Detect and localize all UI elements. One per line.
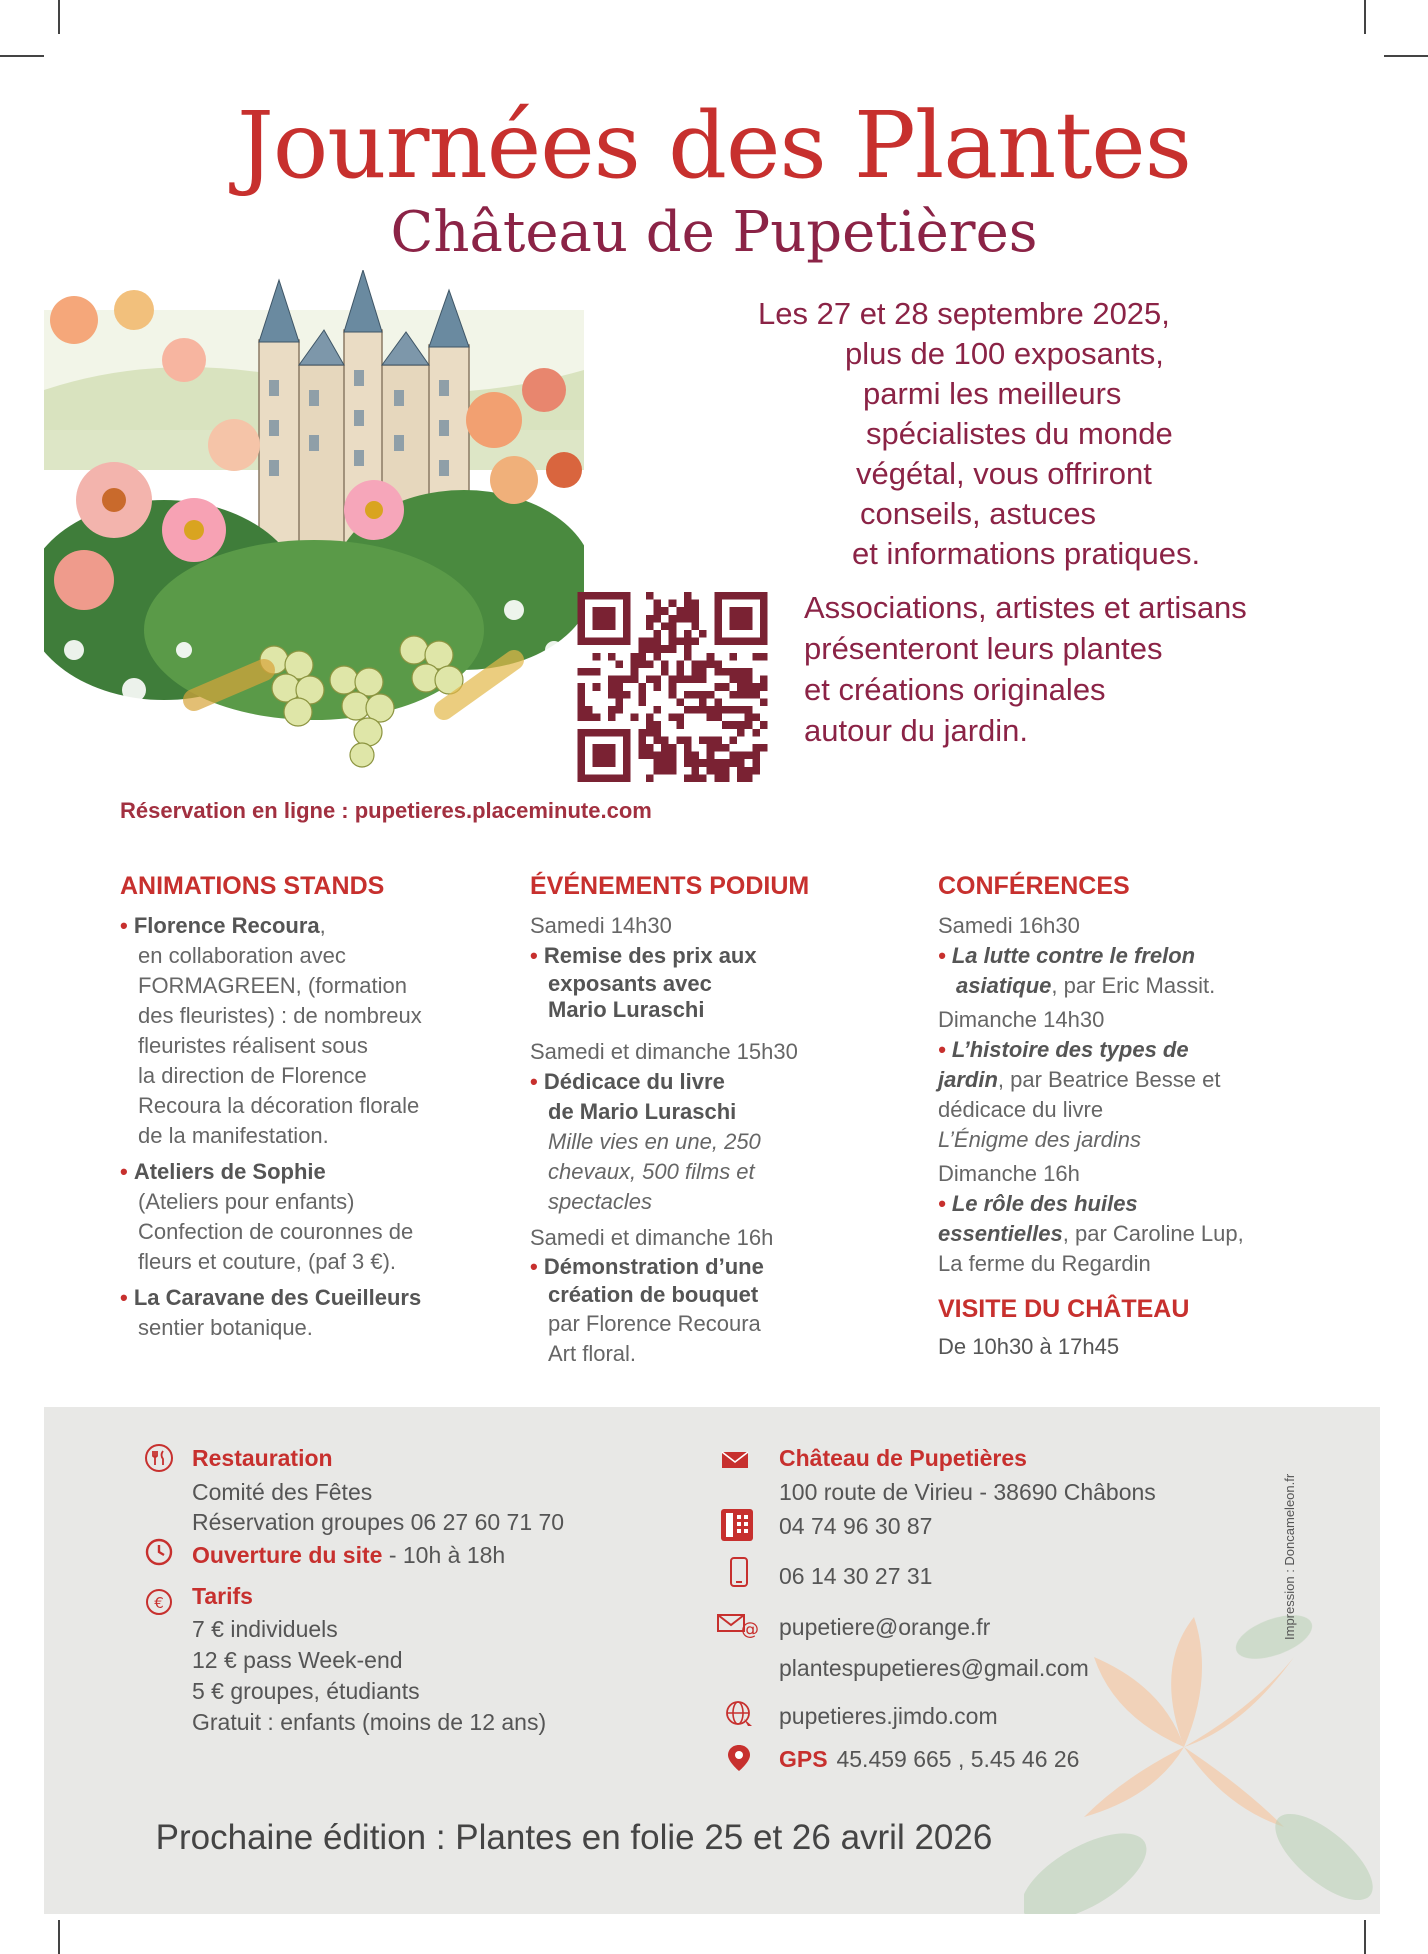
restauration-text: Comité des Fêtes — [192, 1479, 373, 1505]
animations-heading: ANIMATIONS STANDS — [120, 872, 385, 900]
event-time: Samedi 14h30 — [530, 913, 672, 938]
clock-icon — [144, 1537, 174, 1567]
event-title: création de bouquet — [548, 1282, 759, 1307]
intro-line: parmi les meilleurs — [863, 376, 1122, 411]
associations-line: présenteront leurs plantes — [804, 631, 1163, 666]
phone-number[interactable]: 04 74 96 30 87 — [779, 1513, 933, 1539]
item-text: Recoura la décoration florale — [138, 1093, 420, 1118]
crop-mark — [1364, 0, 1366, 34]
item-text: fleurs et couture, (paf 3 €). — [138, 1249, 397, 1274]
svg-text:@: @ — [741, 1619, 759, 1639]
event-title: • Remise des prix aux — [530, 943, 757, 968]
gps-coordinates: GPS 45.459 665 , 5.45 46 26 — [779, 1746, 1080, 1772]
list-item: • Florence Recoura, — [120, 913, 326, 938]
item-text: en collaboration avec — [138, 943, 346, 968]
tarifs-label: Tarifs — [192, 1583, 253, 1609]
tarif-line: 12 € pass Week-end — [192, 1647, 403, 1673]
item-name: La Caravane des Cueilleurs — [133, 1285, 422, 1310]
opening-hours: Ouverture du site - 10h à 18h — [192, 1542, 506, 1568]
book-title: L’Énigme des jardins — [938, 1127, 1142, 1152]
event-title: Mario Luraschi — [548, 997, 705, 1022]
at-mail-icon — [716, 1609, 760, 1639]
mobile-number[interactable]: 06 14 30 27 31 — [779, 1563, 933, 1589]
next-edition: Prochaine édition : Plantes en folie 25 et 26 avril 2026 — [155, 1818, 993, 1857]
book-title: spectacles — [548, 1189, 652, 1214]
visit-hours: De 10h30 à 17h45 — [938, 1334, 1120, 1359]
conference-title: • L’histoire des types de — [938, 1037, 1189, 1062]
animations-column — [120, 872, 500, 1343]
address: 100 route de Virieu - 38690 Châbons — [779, 1479, 1156, 1505]
crop-mark — [1364, 1920, 1366, 1954]
tarif-line: 7 € individuels — [192, 1616, 338, 1642]
conferences-heading: CONFÉRENCES — [938, 872, 1130, 900]
item-name: Ateliers de Sophie — [133, 1159, 326, 1184]
conferences-column — [938, 872, 1338, 1362]
crop-mark — [58, 1920, 60, 1954]
item-text: la direction de Florence — [138, 1063, 367, 1088]
list-item: • Ateliers de Sophie — [120, 1159, 326, 1184]
item-text: Confection de couronnes de — [138, 1219, 414, 1244]
event-time: Samedi et dimanche 15h30 — [530, 1039, 798, 1064]
item-text: sentier botanique. — [138, 1315, 313, 1340]
restauration-label: Restauration — [192, 1445, 333, 1471]
book-title: Mille vies en une, 250 — [548, 1129, 761, 1154]
event-title: exposants avec — [548, 971, 712, 996]
item-text: FORMAGREEN, (formation — [138, 973, 407, 998]
conference-title: • La lutte contre le frelon — [938, 943, 1196, 968]
event-text: Art floral. — [548, 1341, 637, 1366]
envelope-icon — [720, 1445, 750, 1475]
item-text: de la manifestation. — [138, 1123, 329, 1148]
conference-text: La ferme du Regardin — [938, 1251, 1151, 1276]
page-subtitle: Château de Pupetières — [390, 200, 1038, 265]
item-name: Florence Recoura — [133, 913, 320, 938]
conference-title: • Le rôle des huiles — [938, 1191, 1138, 1216]
qr-code-icon[interactable] — [575, 592, 770, 782]
item-text: des fleuristes) : de nombreux — [138, 1003, 422, 1028]
crop-mark — [1384, 55, 1428, 57]
conference-time: Dimanche 14h30 — [938, 1007, 1105, 1032]
visit-heading: VISITE DU CHÂTEAU — [938, 1295, 1190, 1323]
item-text: fleuristes réalisent sous — [138, 1033, 368, 1058]
website-link[interactable]: pupetieres.jimdo.com — [779, 1703, 998, 1729]
podium-heading: ÉVÉNEMENTS PODIUM — [530, 872, 810, 900]
intro-line: Les 27 et 28 septembre 2025, — [758, 296, 1170, 331]
online-reservation-link[interactable]: Réservation en ligne : pupetieres.placeminute.com — [120, 798, 652, 823]
event-title: • Dédicace du livre — [530, 1069, 725, 1094]
crop-mark — [58, 0, 60, 34]
associations-line: Associations, artistes et artisans — [804, 590, 1247, 625]
tarif-line: 5 € groupes, étudiants — [192, 1678, 420, 1704]
intro-line: conseils, astuces — [860, 496, 1097, 531]
crop-mark — [0, 55, 44, 57]
list-item: • La Caravane des Cueilleurs — [120, 1285, 422, 1310]
email-link[interactable]: pupetiere@orange.fr — [779, 1614, 991, 1640]
event-text: par Florence Recoura — [548, 1311, 761, 1336]
book-title: chevaux, 500 films et — [548, 1159, 755, 1184]
euro-icon — [144, 1587, 174, 1617]
intro-line: et informations pratiques. — [852, 536, 1201, 571]
podium-column — [530, 872, 910, 1369]
chateau-flowers-illustration — [44, 270, 584, 770]
mobile-icon — [724, 1557, 754, 1587]
conference-text: dédicace du livre — [938, 1097, 1104, 1122]
event-time: Samedi et dimanche 16h — [530, 1225, 774, 1250]
conference-title: essentielles, par Caroline Lup, — [938, 1221, 1244, 1246]
globe-icon — [724, 1699, 754, 1729]
printer-credit: Impression : Doncameleon.fr — [1282, 1473, 1297, 1640]
chateau-label: Château de Pupetières — [779, 1445, 1027, 1471]
location-pin-icon — [724, 1743, 754, 1773]
email-link[interactable]: plantespupetieres@gmail.com — [779, 1655, 1089, 1681]
phone-icon — [720, 1507, 754, 1543]
intro-line: végétal, vous offriront — [856, 456, 1152, 491]
tarif-line: Gratuit : enfants (moins de 12 ans) — [192, 1709, 547, 1735]
associations-line: autour du jardin. — [804, 713, 1029, 748]
conference-title: jardin, par Beatrice Besse et — [938, 1067, 1221, 1092]
restauration-text: Réservation groupes 06 27 60 71 70 — [192, 1509, 565, 1535]
conference-title: asiatique, par Eric Massit. — [956, 973, 1216, 998]
event-title: de Mario Luraschi — [548, 1099, 737, 1124]
associations-line: et créations originales — [804, 672, 1106, 707]
svg-text:€: € — [154, 1594, 164, 1612]
fork-knife-icon — [144, 1443, 174, 1473]
intro-line: plus de 100 exposants, — [845, 336, 1164, 371]
page-title: Journées des Plantes — [237, 92, 1191, 199]
conference-time: Dimanche 16h — [938, 1161, 1080, 1186]
event-title: • Démonstration d’une — [530, 1254, 764, 1279]
intro-line: spécialistes du monde — [866, 416, 1173, 451]
conference-time: Samedi 16h30 — [938, 913, 1080, 938]
item-text: (Ateliers pour enfants) — [138, 1189, 355, 1214]
